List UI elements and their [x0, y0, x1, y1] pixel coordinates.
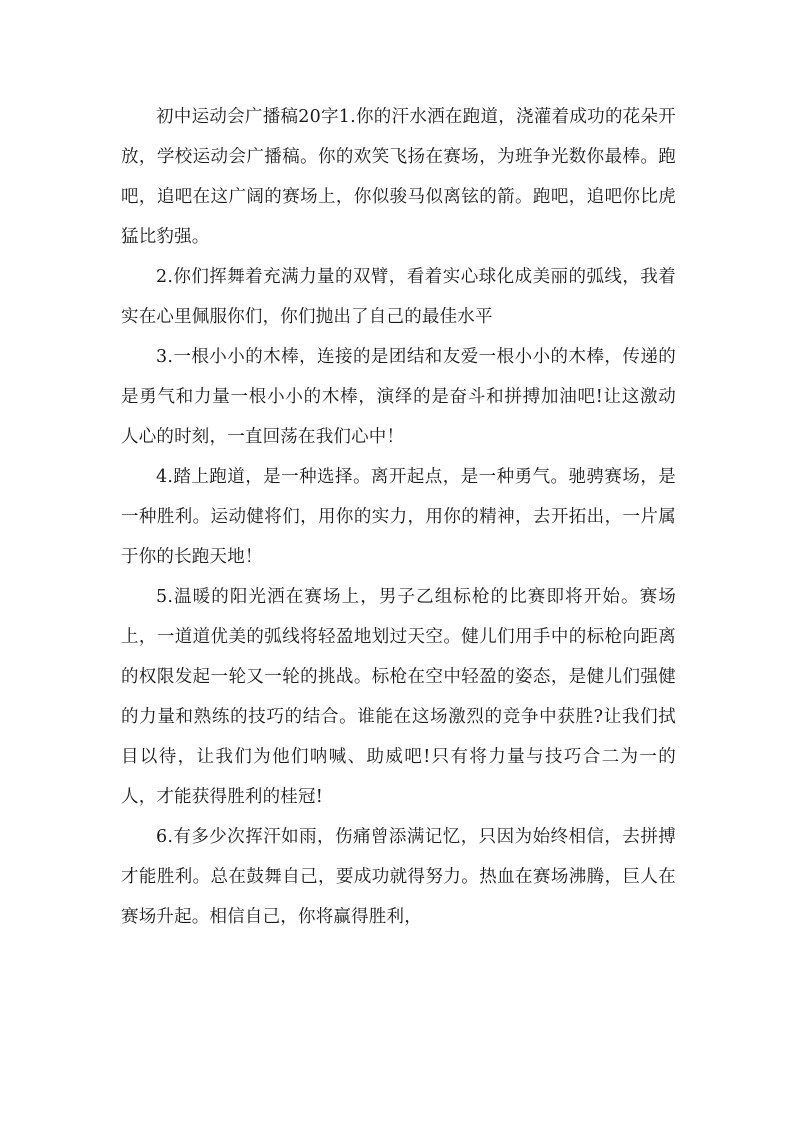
document-body — [121, 97, 676, 937]
paragraph-2: 2.你们挥舞着充满力量的双臂，看着实心球化成美丽的弧线，我着实在心里佩服你们，你们抛出了自己的最佳水平 — [121, 267, 676, 327]
paragraph-5: 5.温暖的阳光洒在赛场上，男子乙组标枪的比赛即将开始。赛场上，一道道优美的弧线将轻盈地划过天空。健儿们用手中的标枪向距离的权限发起一轮又一轮的挑战。标枪在空中轻盈的姿态，是健儿们强健的力量和熟练的技巧的结合。谁能在这场激烈的竞争中获胜?让我们拭目以待，让我们为他们呐喊、助威吧!只有将力量与技巧合二为一的人，才能获得胜利的桂冠! — [121, 587, 676, 807]
paragraph-1: 初中运动会广播稿20字1.你的汗水洒在跑道，浇灌着成功的花朵开放，学校运动会广播稿。你的欢笑飞扬在赛场，为班争光数你最棒。跑吧，追吧在这广阔的赛场上，你似骏马似离铉的箭。跑吧，追吧你比虎猛比豹强。 — [121, 107, 676, 247]
paragraph-6: 6.有多少次挥汗如雨，伤痛曾添满记忆，只因为始终相信，去拼搏才能胜利。总在鼓舞自己，要成功就得努力。热血在赛场沸腾，巨人在赛场升起。相信自己，你将赢得胜利， — [121, 827, 676, 927]
paragraph-4: 4.踏上跑道，是一种选择。离开起点，是一种勇气。驰骋赛场，是一种胜利。运动健将们，用你的实力，用你的精神，去开拓出，一片属于你的长跑天地！ — [121, 467, 676, 567]
paragraph-3: 3.一根小小的木棒，连接的是团结和友爱一根小小的木棒，传递的是勇气和力量一根小小的木棒，演绎的是奋斗和拼搏加油吧!让这激动人心的时刻，一直回荡在我们心中！ — [121, 347, 676, 447]
